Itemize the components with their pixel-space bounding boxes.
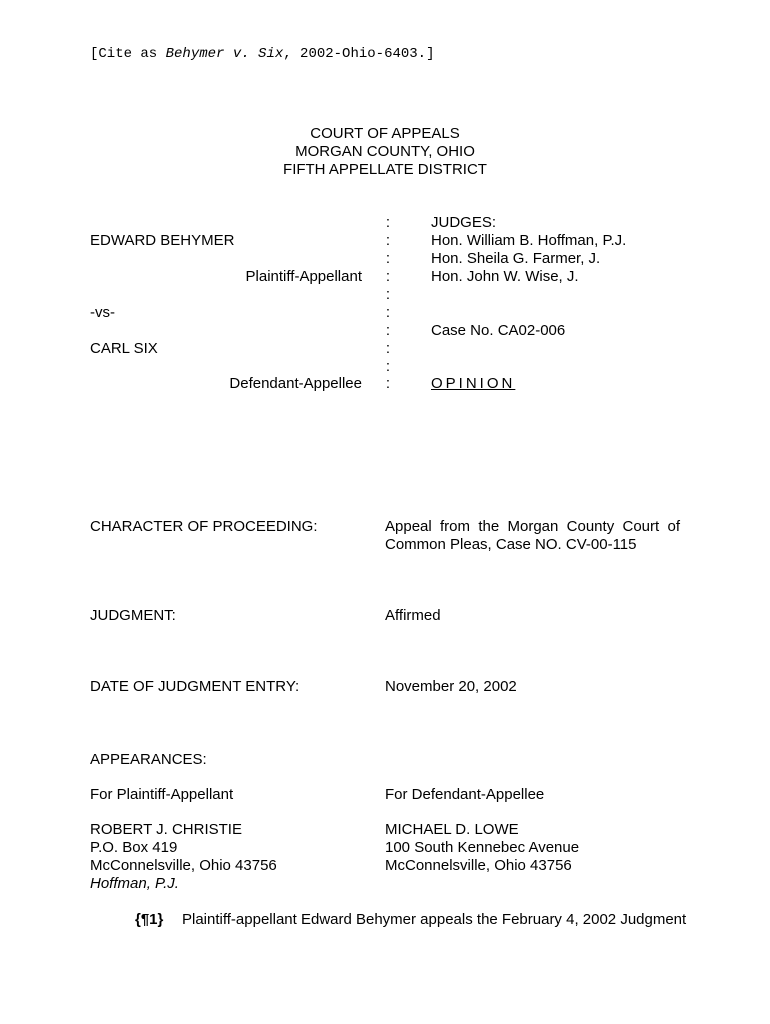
caption-colon: : <box>385 340 391 357</box>
plaintiff-counsel-heading: For Plaintiff-Appellant <box>90 786 234 803</box>
caption-colon: : <box>385 268 391 285</box>
plaintiff-name: EDWARD BEHYMER <box>90 232 235 249</box>
defendant-counsel-line: MICHAEL D. LOWE <box>385 821 519 838</box>
defendant-counsel-line: 100 South Kennebec Avenue <box>385 839 580 856</box>
plaintiff-counsel-line: ROBERT J. CHRISTIE <box>90 821 242 838</box>
proceeding-label: CHARACTER OF PROCEEDING: <box>90 518 318 535</box>
proceeding-value: Appeal from the Morgan County Court of Common Pleas, Case NO. CV-00-115 <box>385 518 680 553</box>
caption-colon: : <box>385 322 391 339</box>
court-district: FIFTH APPELLATE DISTRICT <box>283 161 487 178</box>
caption-colon: : <box>385 358 391 375</box>
citation-suffix: , 2002-Ohio-6403.] <box>283 46 435 62</box>
plaintiff-counsel-line: McConnelsville, Ohio 43756 <box>90 857 277 874</box>
citation-prefix: [Cite as <box>90 46 166 62</box>
citation-header <box>90 45 434 63</box>
judge-name: Hon. Sheila G. Farmer, J. <box>431 250 601 267</box>
opinion-title: OPINION <box>431 375 516 392</box>
judges-heading: JUDGES: <box>431 214 497 231</box>
defendant-counsel-heading: For Defendant-Appellee <box>385 786 545 803</box>
caption-colon: : <box>385 232 391 249</box>
defendant-counsel-line: McConnelsville, Ohio 43756 <box>385 857 572 874</box>
caption-colon: : <box>385 214 391 231</box>
judgment-value: Affirmed <box>385 607 441 624</box>
caption-colon: : <box>385 250 391 267</box>
opinion-author: Hoffman, P.J. <box>90 875 179 892</box>
plaintiff-role: Plaintiff-Appellant <box>245 268 362 285</box>
plaintiff-counsel-line: P.O. Box 419 <box>90 839 178 856</box>
versus: -vs- <box>90 304 115 321</box>
caption-colon: : <box>385 304 391 321</box>
court-name: COURT OF APPEALS <box>310 125 460 142</box>
citation-case-name: Behymer v. Six <box>165 46 284 62</box>
defendant-role: Defendant-Appellee <box>229 375 362 392</box>
paragraph-text: Plaintiff-appellant Edward Behymer appeals the February 4, 2002 Judgment <box>182 911 687 928</box>
caption-colon: : <box>385 286 391 303</box>
entry-date-value: November 20, 2002 <box>385 678 517 695</box>
caption-colon: : <box>385 375 391 392</box>
judge-name: Hon. William B. Hoffman, P.J. <box>431 232 627 249</box>
paragraph-marker: {¶1} <box>135 911 164 928</box>
court-county: MORGAN COUNTY, OHIO <box>295 143 475 160</box>
defendant-name: CARL SIX <box>90 340 158 357</box>
judge-name: Hon. John W. Wise, J. <box>431 268 579 285</box>
entry-date-label: DATE OF JUDGMENT ENTRY: <box>90 678 300 695</box>
judgment-label: JUDGMENT: <box>90 607 176 624</box>
case-number: Case No. CA02-006 <box>431 322 566 339</box>
appearances-heading: APPEARANCES: <box>90 751 207 768</box>
